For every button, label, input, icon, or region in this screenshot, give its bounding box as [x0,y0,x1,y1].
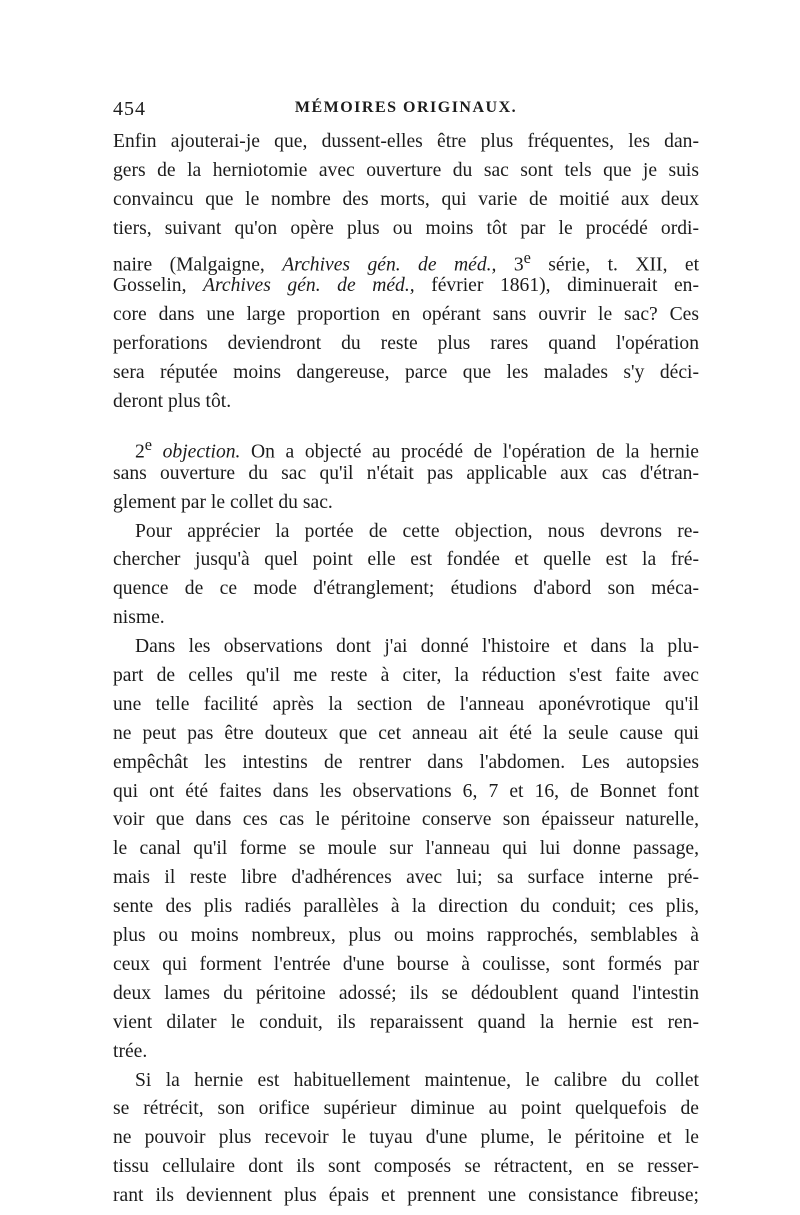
superscript: e [144,434,153,454]
text-line: sera réputée moins dangereuse, parce que les malades s'y déci- [113,362,699,384]
text-line: sans ouverture du sac qu'il n'était pas applicable aux cas d'étran- [113,462,699,484]
text-line: chercher jusqu'à quel point elle est fondée et quelle est la fré- [113,549,699,571]
text-line: quence de ce mode d'étranglement; étudions d'abord son méca- [113,578,699,600]
text-line: le canal qu'il forme se moule sur l'anneau qui lui donne passage, [113,838,699,860]
text-fragment: On a objecté au procédé de l'opération de la hernie [240,441,699,463]
text-line: ceux qui forment l'entrée d'une bourse à coulisse, sont formés par [113,953,699,975]
text-line: voir que dans ces cas le péritoine conserve son épaisseur naturelle, [113,809,699,831]
text-line: une telle facilité après la section de l'anneau aponévrotique qu'il [113,693,699,715]
text-line: ne pouvoir plus recevoir le tuyau d'une plume, le péritoine et le [113,1127,699,1149]
text-line: se rétrécit, son orifice supérieur diminue au point quelquefois de [113,1098,699,1120]
text-line [113,244,700,276]
text-line: deront plus tôt. [113,391,232,413]
text-line: trée. [113,1040,148,1062]
text-line: gers de la herniotomie avec ouverture du sac sont tels que je suis [113,159,699,181]
text-line: mais il reste libre d'adhérences avec lui; sa surface interne pré- [113,867,699,889]
text-line: Pour apprécier la portée de cette objection, nous devrons re- [135,520,699,542]
text-line: ne peut pas être douteux que cet anneau ait été la seule cause qui [113,722,699,744]
text-line: Si la hernie est habituellement maintenue, le calibre du collet [135,1069,699,1091]
text-line: vient dilater le conduit, ils reparaissent quand la hernie est ren- [113,1011,699,1033]
text-line: core dans une large proportion en opérant sans ouvrir le sac? Ces [113,304,699,326]
text-line: convaincu que le nombre des morts, qui varie de moitié aux deux [113,188,699,210]
journal-citation: Archives gén. de méd., [203,275,415,297]
text-line: perforations deviendront du reste plus rares quand l'opération [113,333,699,355]
body-text [113,128,699,1211]
text-line: Enfin ajouterai-je que, dussent-elles être plus fréquentes, les dan- [113,131,699,152]
text-line: nisme. [113,607,165,629]
text-fragment: 2 [135,441,145,463]
text-line: part de celles qu'il me reste à citer, la réduction s'est faite avec [113,665,699,687]
text-fragment: février 1861), diminuerait en- [414,275,700,297]
objection-label: objection. [152,441,241,463]
text-fragment: 3 [496,254,524,276]
text-fragment: série, t. XII, et [530,254,700,276]
text-line: deux lames du péritoine adossé; ils se dédoublent quand l'intestin [113,982,699,1004]
text-line: tissu cellulaire dont ils sont composés se rétractent, en se resser- [113,1156,699,1178]
text-line: glement par le collet du sac. [113,491,333,513]
text-fragment: Gosselin, [113,275,204,297]
text-line [113,272,699,301]
text-line: qui ont été faites dans les observations 6, 7 et 16, de Bonnet font [113,780,699,802]
text-fragment: naire (Malgaigne, [113,254,283,276]
superscript: e [523,247,531,267]
running-head [113,98,699,124]
text-line: tiers, suivant qu'on opère plus ou moins tôt par le procédé ordi- [113,217,699,239]
text-line: rant ils deviennent plus épais et prennent une consistance fibreuse; [113,1185,699,1207]
text-line [113,431,699,463]
text-line: empêchât les intestins de rentrer dans l'abdomen. Les autopsies [113,751,699,773]
page-number: 454 [113,98,146,120]
running-title: MÉMOIRES ORIGINAUX. [294,99,518,116]
text-line: sente des plis radiés parallèles à la direction du conduit; ces plis, [113,896,699,918]
text-line: plus ou moins nombreux, plus ou moins rapprochés, semblables à [113,925,699,947]
text-line: Dans les observations dont j'ai donné l'histoire et dans la plu- [135,636,699,658]
journal-citation: Archives gén. de méd., [282,254,497,276]
